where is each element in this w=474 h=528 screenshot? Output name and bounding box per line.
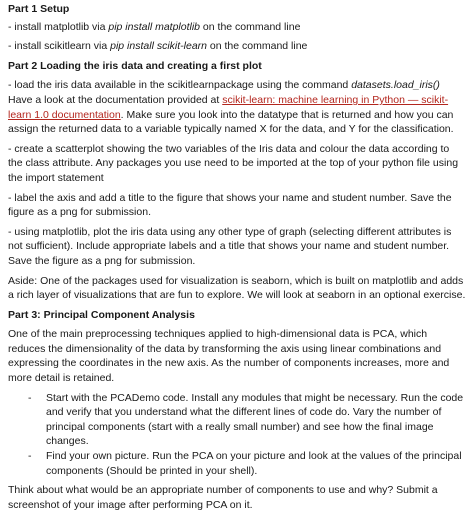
install-matplotlib-step: [8, 20, 466, 35]
scikit-learn-docs-link[interactable]: scikit-learn: machine learning in Python — scikit-learn 1.0 documentation: [8, 93, 449, 121]
seaborn-aside: Aside: One of the packages used for visualization is seaborn, which is built on matplotlib and adds a rich layer of visualizations that are fun to explore. We will look at seaborn in an optional exercise.: [8, 274, 466, 302]
pca-intro-paragraph: One of the main preprocessing techniques applied to high-dimensional data is PCA, which reduces the dimensionality of the data by transforming the axis using linear combinations and expressing the coordinates in the new axis. As the number of components increases, more and more detail is retained.: [8, 328, 450, 385]
install-matplotlib-command: pip install matplotlib: [108, 20, 201, 33]
install-scikitlearn-pre: - install scikitlearn via: [8, 40, 111, 53]
load-iris-text-c: . Make sure you look into the datatype that is returned and how you can assign the returned data to a variable typically named X for the data, and Y for the classification.: [8, 108, 454, 136]
load-iris-paragraph: [8, 78, 466, 136]
load-iris-text-b: Have a look at the documentation provided at: [8, 93, 223, 106]
closing-paragraph: Think about what would be an appropriate number of components to use and why? Submit a screenshot of your image after performing PCA on it.: [8, 484, 438, 511]
scatterplot-paragraph: - create a scatterplot showing the two variables of the Iris data and colour the data according to the class attribute. Any packages you use need to be imported at the top of your python file using the import statement: [8, 142, 459, 184]
install-scikitlearn-post: on the command line: [207, 40, 308, 53]
pca-demo-bullet: [28, 391, 466, 449]
bullet-marker: -: [28, 450, 32, 463]
load-iris-command: datasets.load_iris(): [351, 79, 440, 92]
own-picture-text: Find your own picture. Run the PCA on your picture and look at the values of the principal components (Should be printed in your shell).: [46, 450, 462, 477]
pca-demo-text: Start with the PCADemo code. Install any modules that might be necessary. Run the code and verify that you understand what the different lines of code do. Vary the number of principal components (start with a really small number) and see how the final image changes.: [46, 391, 464, 448]
part2-heading: Part 2 Loading the iris data and creating a first plot: [8, 59, 262, 72]
install-scikitlearn-step: [8, 39, 466, 54]
load-iris-text-a: - load the iris data available in the scikitlearnpackage using the command: [8, 79, 352, 92]
install-matplotlib-pre: - install matplotlib via: [8, 20, 109, 33]
part3-heading: Part 3: Principal Component Analysis: [8, 308, 195, 321]
part1-heading: Part 1 Setup: [8, 3, 70, 15]
own-picture-bullet: [28, 449, 466, 478]
label-axis-paragraph: - label the axis and add a title to the figure that shows your name and student number. Save the figure as a png for submission.: [8, 191, 452, 219]
install-scikitlearn-command: pip install scikit-learn: [110, 40, 207, 53]
install-matplotlib-post: on the command line: [200, 20, 301, 33]
bullet-marker: -: [28, 391, 32, 404]
other-graph-paragraph: - using matplotlib, plot the iris data using any other type of graph (selecting different attributes is not sufficient). Include appropriate labels and a title that shows your name and student number. Save the figure as a png for submission.: [8, 225, 452, 267]
